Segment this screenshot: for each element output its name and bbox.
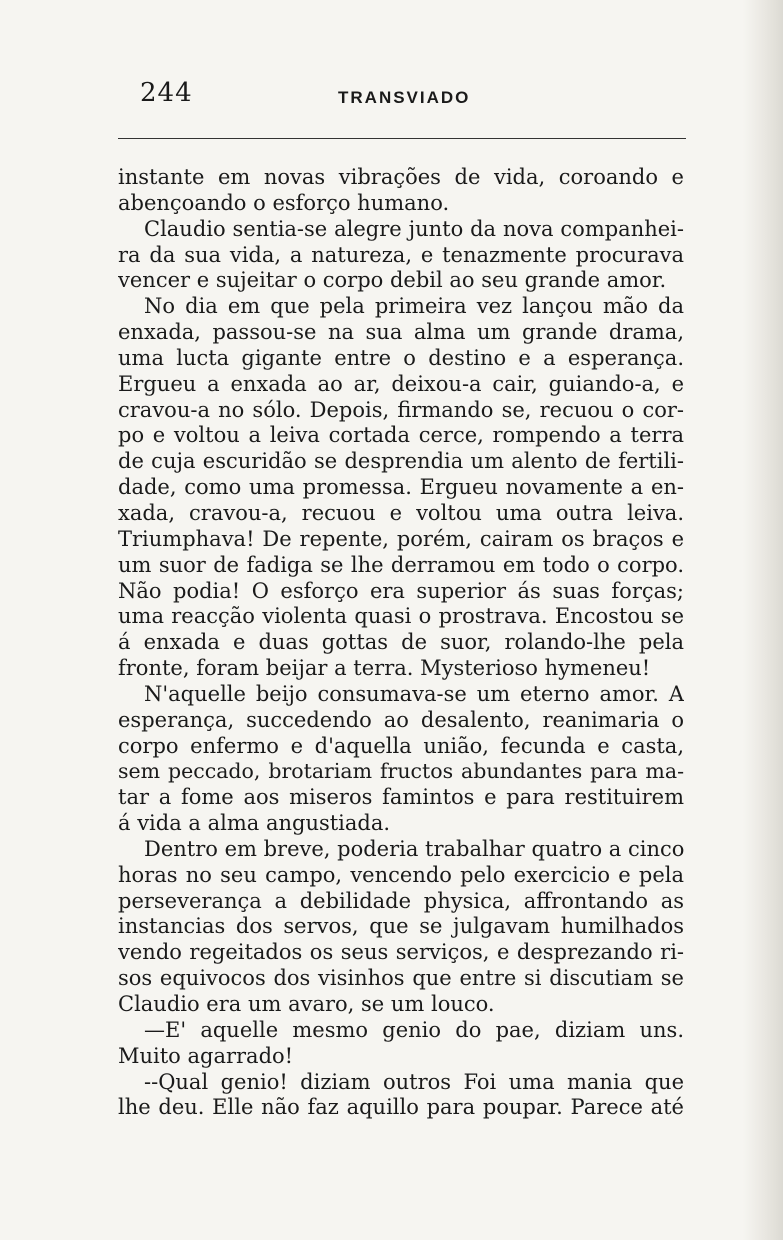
body-text [118,165,684,1121]
text-line: dade, como uma promessa. Ergueu novamente a en- [118,475,684,500]
page-number: 244 [140,78,193,108]
text-line: uma reacção violenta quasi o prostrava. Encostou se [118,604,684,629]
text-line: Claudio era um avaro, se um louco. [118,992,495,1016]
text-line: enxada, passou-se na sua alma um grande drama, [118,320,684,345]
text-line: cravou-a no sólo. Depois, firmando se, recuou o cor- [118,397,684,422]
text-line: —E' aquelle mesmo genio do pae, diziam uns. [144,1017,684,1042]
text-line: instancias dos servos, que se julgavam humilhados [118,914,684,939]
text-line: corpo enfermo e d'aquella união, fecunda e casta, [118,733,684,758]
text-line: tar a fome aos miseros famintos e para restituirem [118,785,684,810]
text-line: Claudio sentia-se alegre junto da nova companhei- [144,216,684,241]
text-line: Ergueu a enxada ao ar, deixou-a cair, guiando-a, e [118,371,684,396]
header-rule [118,138,686,139]
text-line: um suor de fadiga se lhe derramou em todo o corpo. [118,552,684,577]
text-line: á vida a alma angustiada. [118,811,391,836]
text-line: Dentro em breve, poderia trabalhar quatro a cinco [144,836,684,861]
text-line: po e voltou a leiva cortada cerce, rompendo a terra [118,423,684,448]
text-line: Triumphava! De repente, porém, cairam os braços e [118,526,684,551]
text-line: abençoando o esforço humano. [118,190,450,215]
text-line: vendo regeitados os seus serviços, e desprezando ri- [118,940,684,965]
page-header [118,78,688,118]
text-line: xada, cravou-a, recuou e voltou uma outra leiva. [118,500,684,525]
text-line: ra da sua vida, a natureza, e tenazmente procurava [118,242,684,267]
text-line: perseverança a debilidade physica, affrontando as [118,888,684,913]
text-line: uma lucta gigante entre o destino e a esperança. [118,345,684,370]
text-line: de cuja escuridão se desprendia um alento de fertili- [118,449,684,474]
text-line: á enxada e duas gottas de suor, rolando-lhe pela [118,630,684,655]
text-line: horas no seu campo, vencendo pelo exercicio e pela [118,862,684,887]
text-line: Muito agarrado! [118,1043,294,1068]
text-line: lhe deu. Elle não faz aquillo para poupar. Parece até [118,1095,684,1120]
text-line: sem peccado, brotariam fructos abundantes para ma- [118,759,684,784]
running-title: TRANSVIADO [338,88,471,107]
text-line: --Qual genio! diziam outros Foi uma mania que [144,1069,684,1094]
page-edge-shadow [743,0,783,1240]
text-line: esperança, succedendo ao desalento, reanimaria o [118,707,684,732]
text-line: instante em novas vibrações de vida, coroando e [118,165,684,189]
text-line: N'aquelle beijo consumava-se um eterno amor. A [144,681,684,706]
text-line: vencer e sujeitar o corpo debil ao seu grande amor. [118,268,667,293]
text-line: No dia em que pela primeira vez lançou mão da [144,294,684,319]
text-line: sos equivocos dos visinhos que entre si discutiam se [118,966,684,991]
text-line: Não podia! O esforço era superior ás suas forças; [118,578,684,603]
text-line: fronte, foram beijar a terra. Mysterioso hymeneu! [118,656,651,681]
